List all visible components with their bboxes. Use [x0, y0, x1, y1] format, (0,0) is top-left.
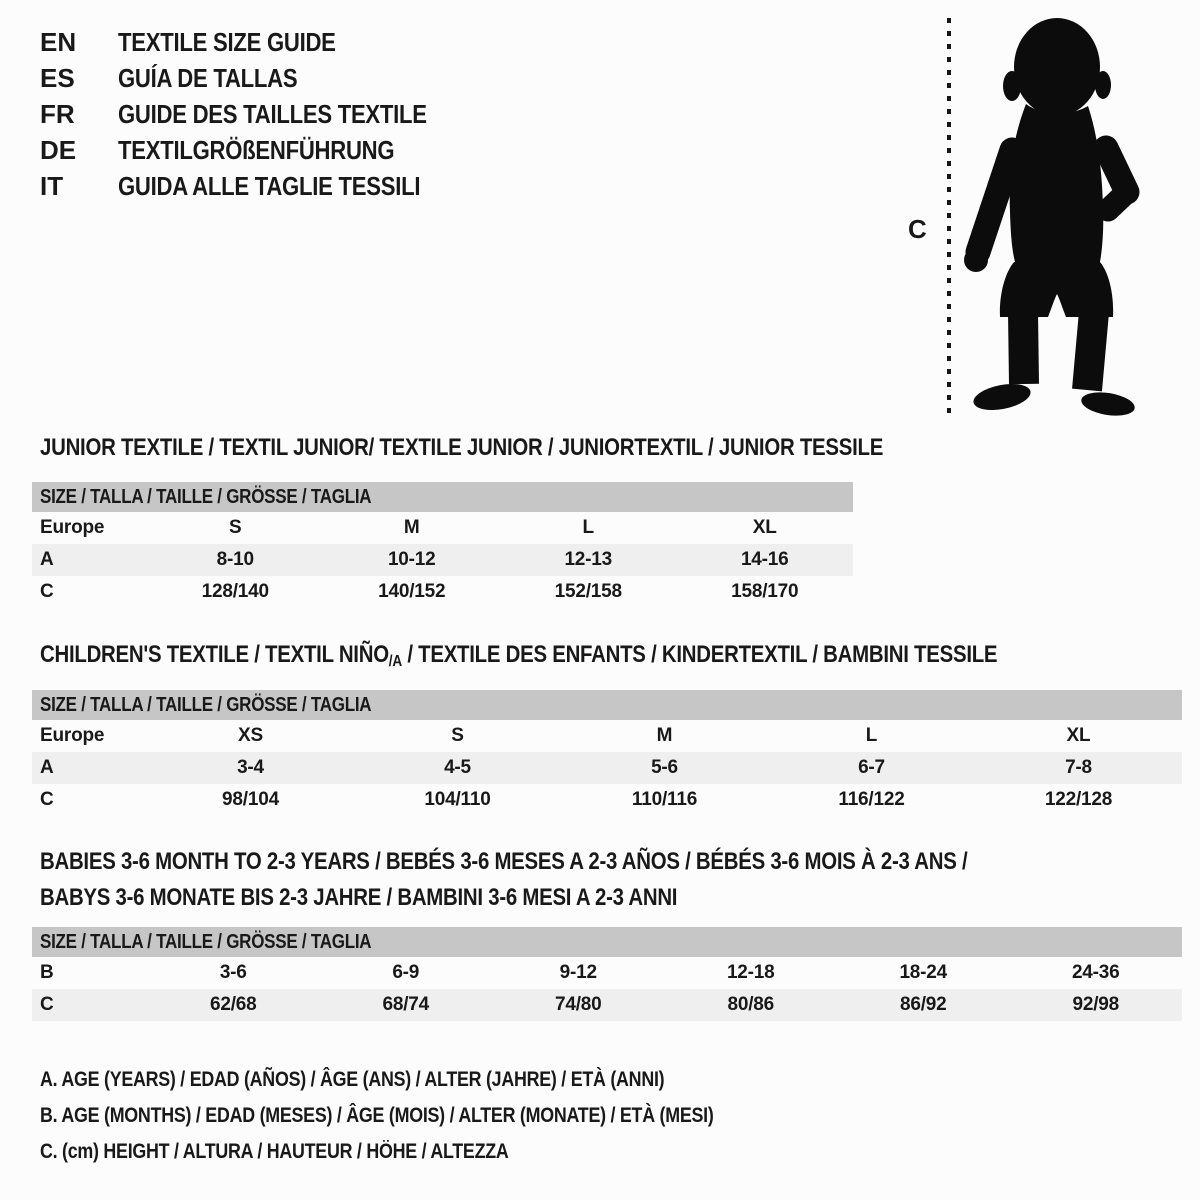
table-header [32, 690, 1182, 720]
guide-title-it: GUIDA ALLE TAGLIE TESSILI [118, 170, 421, 201]
height-cell: 80/86 [727, 994, 775, 1015]
row-label: A [40, 757, 54, 778]
size-cell: S [229, 517, 242, 538]
height-cell: 128/140 [201, 581, 269, 602]
guide-title-de: TEXTILGRÖßENFÜHRUNG [118, 134, 395, 165]
height-cell: 62/68 [209, 994, 257, 1015]
size-cell: M [656, 725, 673, 746]
row-label: A [40, 549, 54, 570]
language-code: FR [40, 98, 75, 129]
children-section-heading [40, 637, 1166, 676]
age-cell: 10-12 [387, 549, 436, 570]
age-cell: 6-9 [392, 962, 420, 983]
junior-section-heading [40, 430, 1032, 466]
babies-section-heading [40, 844, 1131, 916]
age-cell: 12-13 [564, 549, 613, 570]
language-row-en [40, 24, 481, 60]
height-cell: 98/104 [222, 789, 279, 810]
row-label: C [40, 581, 54, 602]
table-header-text: SIZE / TALLA / TAILLE / GRÖSSE / TAGLIA [40, 486, 372, 508]
size-cell: M [403, 517, 420, 538]
guide-title-es: GUÍA DE TALLAS [118, 62, 298, 93]
row-label: C [40, 994, 54, 1015]
table-header-text: SIZE / TALLA / TAILLE / GRÖSSE / TAGLIA [40, 694, 372, 716]
row-label: Europe [40, 725, 105, 746]
height-cell: 116/122 [838, 789, 905, 810]
table-row-europe [32, 512, 853, 544]
age-cell: 6-7 [858, 757, 885, 778]
height-measure-label: C [908, 214, 927, 244]
legend-line-c: C. (cm) HEIGHT / ALTURA / HAUTEUR / HÖHE / ALTEZZA [40, 1140, 509, 1163]
age-cell: 4-5 [444, 757, 471, 778]
heading-subscript: /A [388, 653, 402, 670]
table-row-age-months [32, 957, 1182, 989]
babies-heading-line-1: BABIES 3-6 MONTH TO 2-3 YEARS / BEBÉS 3-6 MESES A 2-3 AÑOS / BÉBÉS 3-6 MOIS À 2-3 ANS / [40, 848, 968, 875]
language-code: EN [40, 26, 77, 57]
age-cell: 3-6 [219, 962, 247, 983]
row-label: Europe [40, 517, 105, 538]
children-heading-text: CHILDREN'S TEXTILE / TEXTIL NIÑO/A / TEXTILE DES ENFANTS / KINDERTEXTIL / BAMBINI TESSILE [40, 637, 997, 676]
height-cell: 104/110 [424, 789, 491, 810]
children-size-table [32, 690, 1182, 816]
height-cell: 122/128 [1044, 789, 1113, 810]
row-label: B [40, 962, 54, 983]
size-cell: L [865, 725, 878, 746]
babies-heading-line-2: BABYS 3-6 MONATE BIS 2-3 JAHRE / BAMBINI 3-6 MESI A 2-3 ANNI [40, 884, 678, 911]
junior-size-table [32, 482, 853, 608]
age-cell: 18-24 [899, 962, 948, 983]
language-row-es [40, 60, 481, 96]
height-cell: 152/158 [554, 581, 622, 602]
table-header-text: SIZE / TALLA / TAILLE / GRÖSSE / TAGLIA [40, 931, 372, 953]
age-cell: 9-12 [559, 962, 597, 983]
language-code: DE [40, 134, 77, 165]
size-cell: XL [752, 517, 777, 538]
measurement-legend [40, 1062, 832, 1170]
size-cell: L [582, 517, 594, 538]
size-cell: XS [238, 725, 263, 746]
height-measure-dashed-line [947, 18, 951, 416]
language-row-fr [40, 96, 481, 132]
age-cell: 5-6 [651, 757, 678, 778]
language-row-it [40, 168, 481, 204]
guide-title-fr: GUIDE DES TAILLES TEXTILE [118, 98, 427, 129]
table-header [32, 927, 1182, 957]
height-cell: 140/152 [378, 581, 446, 602]
language-code: IT [40, 170, 64, 201]
table-header [32, 482, 853, 512]
guide-title-en: TEXTILE SIZE GUIDE [118, 26, 336, 57]
height-cell: 92/98 [1072, 994, 1120, 1015]
height-cell: 86/92 [899, 994, 947, 1015]
size-cell: XL [1066, 725, 1091, 746]
table-row-height [32, 784, 1182, 816]
junior-heading-text: JUNIOR TEXTILE / TEXTIL JUNIOR/ TEXTILE JUNIOR / JUNIORTEXTIL / JUNIOR TESSILE [40, 434, 884, 461]
age-cell: 14-16 [740, 549, 789, 570]
height-cell: 110/116 [631, 789, 698, 810]
toddler-silhouette-icon [960, 12, 1145, 420]
language-code: ES [40, 62, 75, 93]
age-cell: 3-4 [237, 757, 264, 778]
height-cell: 74/80 [554, 994, 602, 1015]
language-title-list [40, 24, 481, 204]
babies-size-table [32, 927, 1182, 1021]
table-row-age [32, 544, 853, 576]
table-row-age [32, 752, 1182, 784]
age-cell: 8-10 [216, 549, 254, 570]
table-row-europe [32, 720, 1182, 752]
age-cell: 24-36 [1071, 962, 1120, 983]
legend-line-b: B. AGE (MONTHS) / EDAD (MESES) / ÂGE (MOIS) / ALTER (MONATE) / ETÀ (MESI) [40, 1104, 714, 1127]
table-row-height [32, 576, 853, 608]
size-cell: S [451, 725, 464, 746]
table-row-height [32, 989, 1182, 1021]
legend-line-a: A. AGE (YEARS) / EDAD (AÑOS) / ÂGE (ANS) / ALTER (JAHRE) / ETÀ (ANNI) [40, 1068, 665, 1091]
row-label: C [40, 789, 54, 810]
language-row-de [40, 132, 481, 168]
age-cell: 7-8 [1065, 757, 1092, 778]
height-cell: 68/74 [382, 994, 430, 1015]
age-cell: 12-18 [726, 962, 775, 983]
height-cell: 158/170 [731, 581, 799, 602]
